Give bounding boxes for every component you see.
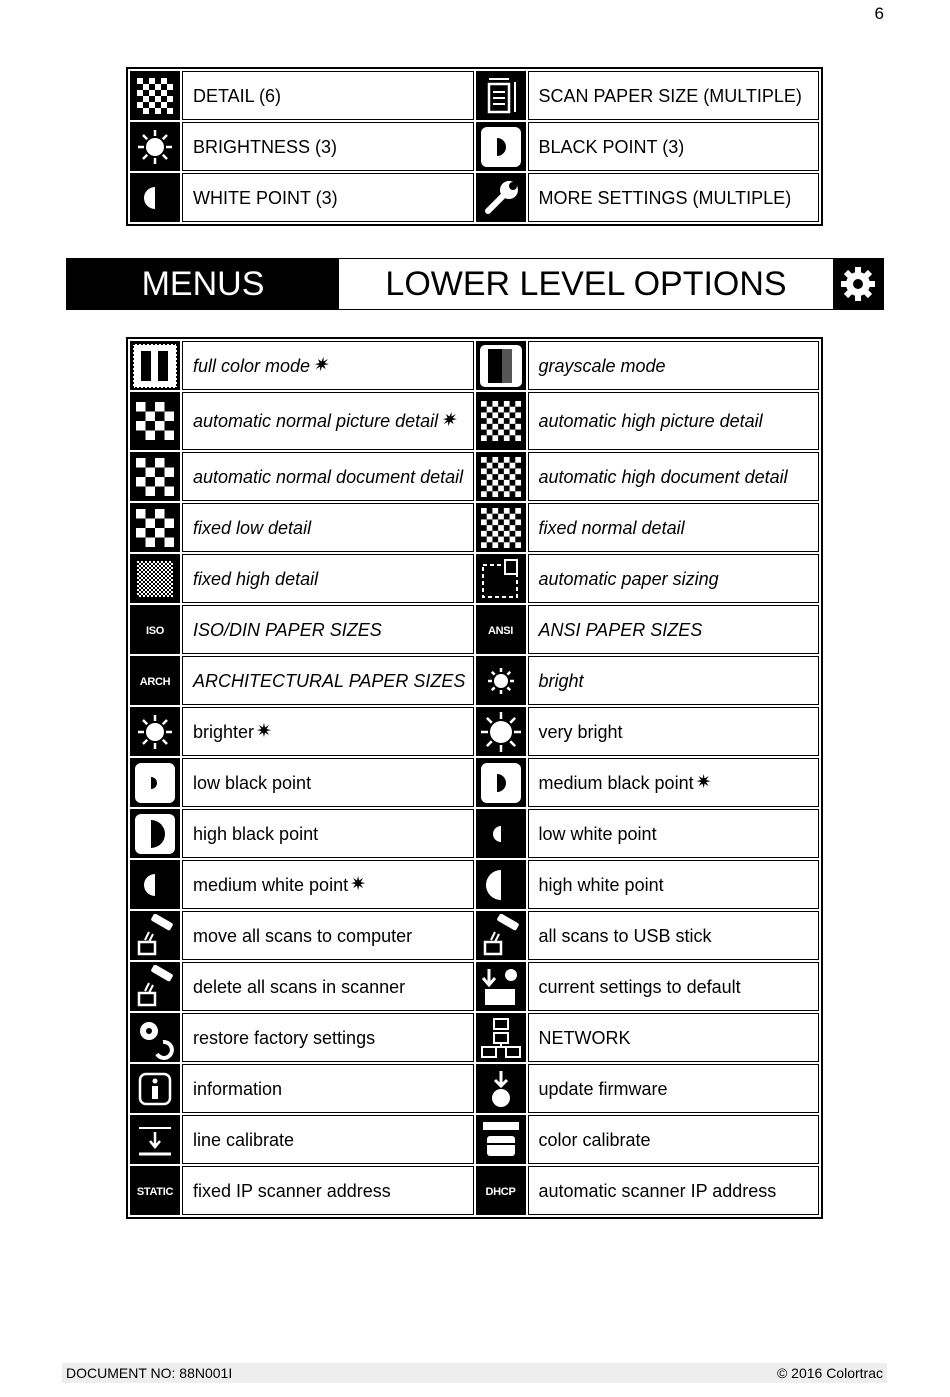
sun-icon: [130, 122, 180, 171]
option-label: information: [193, 1078, 283, 1099]
scans-to-usb-icon: [476, 911, 526, 960]
static-icon: [130, 1166, 180, 1215]
default-marker-icon: ✷: [312, 354, 328, 376]
auto-paper-sizing-icon: [476, 554, 526, 603]
update-firmware-icon: [476, 1064, 526, 1113]
option-label: ISO/DIN PAPER SIZES: [193, 619, 382, 640]
table-row: [130, 1064, 819, 1113]
option-label: brighter: [193, 721, 255, 742]
table-row: [130, 392, 819, 450]
option-label: NETWORK: [538, 1027, 631, 1048]
option-cell: [528, 503, 820, 552]
table-row: [130, 341, 819, 390]
high-black-point-icon: [130, 809, 180, 858]
option-cell: [528, 656, 820, 705]
very-bright-icon: [476, 707, 526, 756]
table-row: [130, 1115, 819, 1164]
option-cell: [528, 1166, 820, 1215]
arch-icon: [130, 656, 180, 705]
option-label: WHITE POINT (3): [193, 187, 338, 208]
icon-text: ARCH: [139, 675, 171, 688]
information-icon: [130, 1064, 180, 1113]
auto-high-picture-icon: [476, 392, 526, 450]
option-label: low white point: [538, 823, 657, 844]
option-label: fixed high detail: [193, 568, 319, 589]
option-label: high black point: [193, 823, 319, 844]
iso-icon: [130, 605, 180, 654]
option-cell: [182, 392, 474, 450]
table-row: [130, 605, 819, 654]
icon-text: ISO: [145, 624, 165, 637]
option-cell: [182, 605, 474, 654]
option-label: BRIGHTNESS (3): [193, 136, 338, 157]
table-row: [130, 707, 819, 756]
option-cell: [182, 71, 474, 120]
option-cell: [528, 452, 820, 501]
medium-black-point-icon: [476, 758, 526, 807]
page-footer: [62, 1363, 887, 1383]
low-black-point-icon: [130, 758, 180, 807]
table-row: [130, 71, 819, 120]
page-number: 6: [874, 4, 884, 23]
option-label: DETAIL (6): [193, 85, 282, 106]
grayscale-icon: [476, 341, 526, 390]
table-row: [130, 173, 819, 222]
table-row: [130, 656, 819, 705]
option-cell: [528, 1013, 820, 1062]
option-cell: [528, 809, 820, 858]
table-row: [130, 962, 819, 1011]
option-cell: [528, 71, 820, 120]
option-cell: [528, 554, 820, 603]
option-cell: [528, 341, 820, 390]
option-cell: [528, 392, 820, 450]
full-color-icon: [130, 341, 180, 390]
auto-normal-picture-icon: [130, 392, 180, 450]
table-row: [130, 809, 819, 858]
option-cell: [528, 911, 820, 960]
option-cell: [528, 1115, 820, 1164]
option-cell: [182, 707, 474, 756]
fixed-high-detail-icon: [130, 554, 180, 603]
option-label: line calibrate: [193, 1129, 295, 1150]
scan-paper-size-icon: [476, 71, 526, 120]
high-white-point-icon: [476, 860, 526, 909]
banner-lower-level-options-label: LOWER LEVEL OPTIONS: [385, 264, 787, 303]
medium-white-point-icon: [130, 860, 180, 909]
option-label: medium black point: [538, 772, 694, 793]
option-label: automatic scanner IP address: [538, 1180, 777, 1201]
brighter-icon: [130, 707, 180, 756]
option-label: color calibrate: [538, 1129, 651, 1150]
option-label: BLACK POINT (3): [538, 136, 685, 157]
option-label: automatic normal document detail: [193, 466, 464, 487]
option-label: grayscale mode: [538, 355, 666, 376]
option-cell: [182, 758, 474, 807]
option-label: automatic normal picture detail: [193, 411, 439, 431]
option-cell: [528, 758, 820, 807]
option-label: all scans to USB stick: [538, 925, 712, 946]
settings-default-icon: [476, 962, 526, 1011]
ansi-icon: [476, 605, 526, 654]
banner-menus-label: MENUS: [67, 259, 339, 309]
option-label: bright: [538, 670, 584, 691]
dhcp-icon: [476, 1166, 526, 1215]
document-number: DOCUMENT NO: 88N001I: [66, 1365, 233, 1381]
option-label: restore factory settings: [193, 1027, 376, 1048]
black-point-icon: [476, 122, 526, 171]
wrench-icon: [476, 173, 526, 222]
default-marker-icon: ✷: [695, 771, 712, 793]
option-cell: [182, 503, 474, 552]
option-label: SCAN PAPER SIZE (MULTIPLE): [538, 85, 802, 106]
option-cell: [182, 860, 474, 909]
option-cell: [182, 452, 474, 501]
option-label: ARCHITECTURAL PAPER SIZES: [193, 670, 466, 691]
network-icon: [476, 1013, 526, 1062]
option-cell: [182, 173, 474, 222]
option-label: current settings to default: [538, 976, 741, 997]
option-label: full color mode: [193, 355, 311, 376]
option-cell: [182, 656, 474, 705]
option-cell: [528, 605, 820, 654]
restore-factory-icon: [130, 1013, 180, 1062]
option-label: medium white point: [193, 874, 349, 895]
option-cell: [182, 554, 474, 603]
option-cell: [182, 1166, 474, 1215]
fixed-normal-detail-icon: [476, 503, 526, 552]
auto-high-document-icon: [476, 452, 526, 501]
bright-icon: [476, 656, 526, 705]
delete-scans-icon: [130, 962, 180, 1011]
option-label: automatic paper sizing: [538, 568, 719, 589]
option-label: low black point: [193, 772, 312, 793]
option-label: fixed IP scanner address: [193, 1180, 391, 1201]
icon-text: STATIC: [136, 1185, 174, 1198]
table-row: [130, 911, 819, 960]
option-label: MORE SETTINGS (MULTIPLE): [538, 187, 792, 208]
option-label: delete all scans in scanner: [193, 976, 406, 997]
checkerboard-icon: [130, 71, 180, 120]
option-cell: [182, 122, 474, 171]
table-row: [130, 1013, 819, 1062]
gear-icon: [833, 259, 883, 309]
copyright: © 2016 Colortrac: [776, 1365, 883, 1381]
default-marker-icon: ✷: [440, 410, 457, 431]
option-label: ANSI PAPER SIZES: [538, 619, 703, 640]
table-row: [130, 122, 819, 171]
option-label: update firmware: [538, 1078, 668, 1099]
menu-table: [126, 67, 823, 226]
table-row: [130, 1166, 819, 1215]
option-label: high white point: [538, 874, 664, 895]
option-label: fixed low detail: [193, 517, 312, 538]
table-row: [130, 758, 819, 807]
option-label: move all scans to computer: [193, 925, 413, 946]
table-row: [130, 503, 819, 552]
default-marker-icon: ✷: [256, 720, 272, 742]
option-cell: [182, 911, 474, 960]
option-cell: [528, 122, 820, 171]
auto-normal-document-icon: [130, 452, 180, 501]
option-cell: [182, 809, 474, 858]
line-calibrate-icon: [130, 1115, 180, 1164]
option-cell: [182, 341, 474, 390]
option-label: automatic high picture detail: [538, 411, 763, 431]
option-cell: [182, 1115, 474, 1164]
option-label: very bright: [538, 721, 623, 742]
fixed-low-detail-icon: [130, 503, 180, 552]
option-cell: [528, 173, 820, 222]
color-calibrate-icon: [476, 1115, 526, 1164]
options-table: [126, 337, 823, 1219]
low-white-point-icon: [476, 809, 526, 858]
option-cell: [528, 962, 820, 1011]
option-cell: [182, 962, 474, 1011]
icon-text: ANSI: [487, 624, 514, 637]
option-cell: [182, 1013, 474, 1062]
default-marker-icon: ✷: [350, 873, 366, 895]
option-cell: [528, 707, 820, 756]
table-row: [130, 452, 819, 501]
option-cell: [182, 1064, 474, 1113]
table-row: [130, 554, 819, 603]
option-cell: [528, 1064, 820, 1113]
scans-to-computer-icon: [130, 911, 180, 960]
option-label: fixed normal detail: [538, 517, 685, 538]
section-banner: [66, 258, 884, 310]
white-point-icon: [130, 173, 180, 222]
option-label: automatic high document detail: [538, 466, 788, 487]
table-row: [130, 860, 819, 909]
icon-text: DHCP: [485, 1185, 516, 1198]
option-cell: [528, 860, 820, 909]
